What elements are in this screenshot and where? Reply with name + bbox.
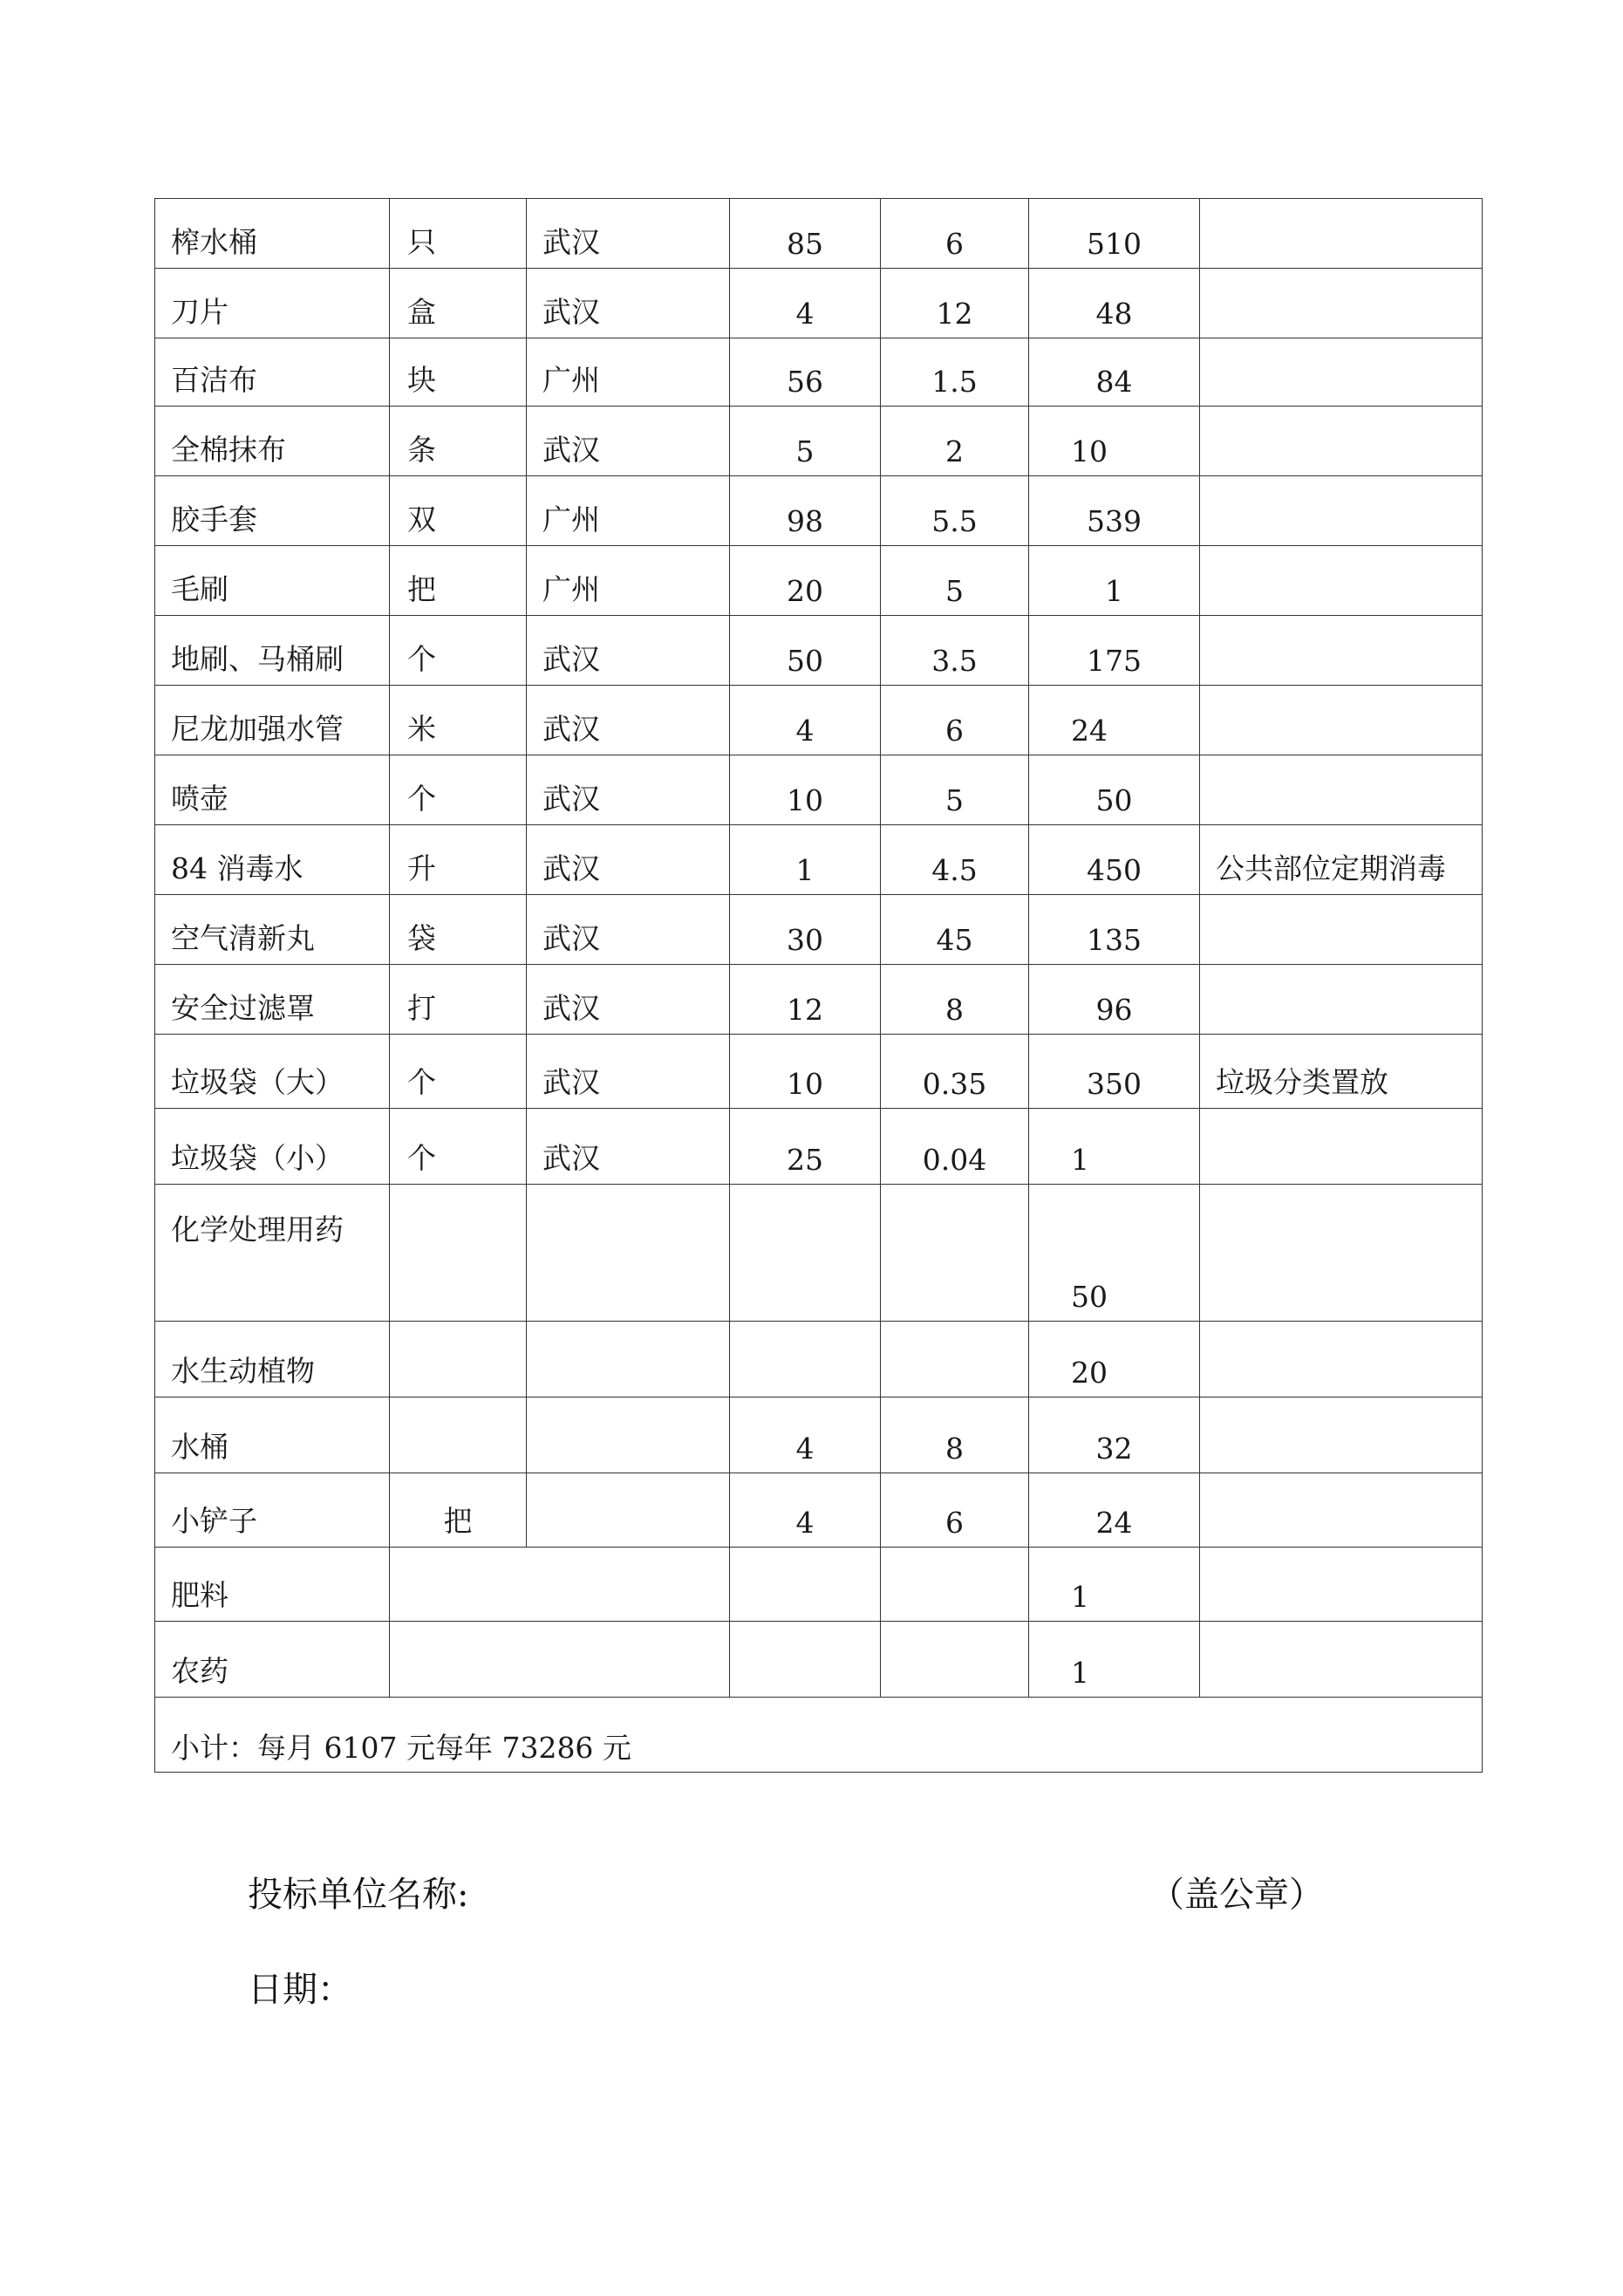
cell-note — [1200, 199, 1483, 269]
cell-unit: 袋 — [390, 895, 527, 965]
table-row — [155, 1473, 1483, 1548]
cell-unit — [390, 1622, 730, 1698]
cell-unit — [390, 1185, 527, 1322]
cell-price: 5.5 — [881, 476, 1029, 546]
cell-note: 垃圾分类置放 — [1200, 1035, 1483, 1109]
table-row — [155, 1185, 1483, 1322]
cell-origin — [527, 1185, 730, 1322]
cell-unit: 个 — [390, 1035, 527, 1109]
cell-qty: 30 — [730, 895, 881, 965]
cell-amount: 32 — [1029, 1397, 1200, 1473]
cell-name: 空气清新丸 — [155, 895, 390, 965]
cell-origin: 武汉 — [527, 269, 730, 338]
cell-note — [1200, 895, 1483, 965]
cell-name: 水生动植物 — [155, 1322, 390, 1397]
cell-name: 小铲子 — [155, 1473, 390, 1548]
summary-text: 小计：每月 6107 元每年 73286 元 — [155, 1698, 1483, 1773]
cell-origin — [527, 1322, 730, 1397]
cell-unit — [390, 1397, 527, 1473]
cell-name: 尼龙加强水管 — [155, 686, 390, 755]
cell-qty: 10 — [730, 755, 881, 825]
cell-origin: 广州 — [527, 476, 730, 546]
table-row — [155, 1548, 1483, 1622]
date-label: 日期： — [248, 1970, 352, 2010]
table-row — [155, 616, 1483, 686]
table-row — [155, 199, 1483, 269]
cell-name: 全棉抹布 — [155, 407, 390, 476]
cell-amount: 135 — [1029, 895, 1200, 965]
cell-price — [881, 1622, 1029, 1698]
table-row — [155, 895, 1483, 965]
cell-note — [1200, 1548, 1483, 1622]
cell-note — [1200, 546, 1483, 616]
cell-qty: 10 — [730, 1035, 881, 1109]
cell-amount: 24 — [1029, 686, 1200, 755]
cell-note — [1200, 686, 1483, 755]
cell-note — [1200, 1622, 1483, 1698]
cell-name: 垃圾袋（小） — [155, 1109, 390, 1185]
cell-price: 4.5 — [881, 825, 1029, 895]
cell-qty: 56 — [730, 338, 881, 407]
cell-price: 6 — [881, 1473, 1029, 1548]
cell-amount: 1 — [1029, 1622, 1200, 1698]
cell-amount: 96 — [1029, 965, 1200, 1035]
cell-name: 化学处理用药 — [155, 1185, 390, 1322]
table-row — [155, 476, 1483, 546]
cell-qty: 85 — [730, 199, 881, 269]
cell-unit: 块 — [390, 338, 527, 407]
cell-qty: 1 — [730, 825, 881, 895]
cell-unit: 升 — [390, 825, 527, 895]
cell-amount: 1 — [1029, 546, 1200, 616]
cell-price: 5 — [881, 546, 1029, 616]
cell-price: 6 — [881, 686, 1029, 755]
table-row — [155, 1322, 1483, 1397]
cell-price: 12 — [881, 269, 1029, 338]
cell-unit: 把 — [390, 546, 527, 616]
cell-price: 0.04 — [881, 1109, 1029, 1185]
cell-amount: 20 — [1029, 1322, 1200, 1397]
cell-amount: 1 — [1029, 1109, 1200, 1185]
summary-row — [155, 1698, 1483, 1773]
cell-unit: 个 — [390, 755, 527, 825]
cell-origin: 武汉 — [527, 755, 730, 825]
cell-name: 喷壶 — [155, 755, 390, 825]
cell-note — [1200, 1322, 1483, 1397]
cell-price — [881, 1185, 1029, 1322]
cell-amount: 510 — [1029, 199, 1200, 269]
cell-qty — [730, 1622, 881, 1698]
cell-note — [1200, 407, 1483, 476]
cell-origin: 武汉 — [527, 895, 730, 965]
cell-unit: 米 — [390, 686, 527, 755]
cell-price: 0.35 — [881, 1035, 1029, 1109]
cell-price: 8 — [881, 965, 1029, 1035]
cell-origin: 武汉 — [527, 1035, 730, 1109]
cell-qty: 4 — [730, 269, 881, 338]
table-row — [155, 338, 1483, 407]
cell-note — [1200, 476, 1483, 546]
cell-note — [1200, 965, 1483, 1035]
cell-qty: 4 — [730, 1397, 881, 1473]
cell-note — [1200, 1473, 1483, 1548]
cell-origin: 武汉 — [527, 825, 730, 895]
cell-qty: 20 — [730, 546, 881, 616]
cell-origin — [527, 1473, 730, 1548]
table-row — [155, 965, 1483, 1035]
cell-price: 45 — [881, 895, 1029, 965]
cell-qty: 25 — [730, 1109, 881, 1185]
cell-note — [1200, 755, 1483, 825]
supply-price-table — [154, 198, 1483, 1773]
cell-amount: 50 — [1029, 1185, 1200, 1322]
cell-origin: 武汉 — [527, 199, 730, 269]
cell-qty: 5 — [730, 407, 881, 476]
cell-name: 安全过滤罩 — [155, 965, 390, 1035]
bidder-name-label: 投标单位名称: — [248, 1875, 469, 1915]
cell-unit: 盒 — [390, 269, 527, 338]
cell-price: 8 — [881, 1397, 1029, 1473]
cell-qty — [730, 1322, 881, 1397]
cell-price: 6 — [881, 199, 1029, 269]
cell-price: 3.5 — [881, 616, 1029, 686]
cell-amount: 84 — [1029, 338, 1200, 407]
table-row — [155, 1397, 1483, 1473]
table-body — [155, 199, 1483, 1773]
cell-note: 公共部位定期消毒 — [1200, 825, 1483, 895]
cell-amount: 539 — [1029, 476, 1200, 546]
cell-origin: 武汉 — [527, 407, 730, 476]
cell-note — [1200, 338, 1483, 407]
cell-note — [1200, 616, 1483, 686]
cell-note — [1200, 1185, 1483, 1322]
table-row — [155, 755, 1483, 825]
cell-amount: 24 — [1029, 1473, 1200, 1548]
cell-unit: 个 — [390, 616, 527, 686]
cell-name: 农药 — [155, 1622, 390, 1698]
cell-amount: 450 — [1029, 825, 1200, 895]
cell-price: 2 — [881, 407, 1029, 476]
cell-amount: 175 — [1029, 616, 1200, 686]
table-row — [155, 686, 1483, 755]
table-row — [155, 1622, 1483, 1698]
cell-amount: 10 — [1029, 407, 1200, 476]
cell-qty: 98 — [730, 476, 881, 546]
cell-name: 胶手套 — [155, 476, 390, 546]
cell-name: 垃圾袋（大） — [155, 1035, 390, 1109]
cell-note — [1200, 269, 1483, 338]
cell-origin — [527, 1397, 730, 1473]
cell-unit: 把 — [390, 1473, 527, 1548]
cell-unit — [390, 1548, 730, 1622]
cell-qty — [730, 1185, 881, 1322]
cell-note — [1200, 1397, 1483, 1473]
cell-name: 百洁布 — [155, 338, 390, 407]
cell-origin: 武汉 — [527, 686, 730, 755]
cell-unit: 只 — [390, 199, 527, 269]
table-row — [155, 546, 1483, 616]
cell-qty: 50 — [730, 616, 881, 686]
cell-price: 5 — [881, 755, 1029, 825]
table-row — [155, 825, 1483, 895]
cell-unit: 双 — [390, 476, 527, 546]
cell-qty: 4 — [730, 1473, 881, 1548]
cell-name: 榨水桶 — [155, 199, 390, 269]
cell-qty: 4 — [730, 686, 881, 755]
cell-unit: 打 — [390, 965, 527, 1035]
cell-price: 1.5 — [881, 338, 1029, 407]
cell-note — [1200, 1109, 1483, 1185]
cell-amount: 48 — [1029, 269, 1200, 338]
seal-label: （盖公章） — [1149, 1875, 1324, 1915]
cell-origin: 武汉 — [527, 616, 730, 686]
cell-amount: 1 — [1029, 1548, 1200, 1622]
cell-origin: 武汉 — [527, 1109, 730, 1185]
cell-unit: 个 — [390, 1109, 527, 1185]
table-row — [155, 269, 1483, 338]
cell-name: 毛刷 — [155, 546, 390, 616]
cell-origin: 广州 — [527, 338, 730, 407]
cell-qty — [730, 1548, 881, 1622]
cell-qty: 12 — [730, 965, 881, 1035]
cell-price — [881, 1548, 1029, 1622]
cell-name: 刀片 — [155, 269, 390, 338]
cell-amount: 350 — [1029, 1035, 1200, 1109]
table-row — [155, 1109, 1483, 1185]
cell-price — [881, 1322, 1029, 1397]
cell-unit — [390, 1322, 527, 1397]
cell-name: 水桶 — [155, 1397, 390, 1473]
cell-amount: 50 — [1029, 755, 1200, 825]
cell-name: 84 消毒水 — [155, 825, 390, 895]
table-row — [155, 407, 1483, 476]
cell-origin: 广州 — [527, 546, 730, 616]
cell-unit: 条 — [390, 407, 527, 476]
cell-name: 地刷、马桶刷 — [155, 616, 390, 686]
table-row — [155, 1035, 1483, 1109]
cell-name: 肥料 — [155, 1548, 390, 1622]
cell-origin: 武汉 — [527, 965, 730, 1035]
